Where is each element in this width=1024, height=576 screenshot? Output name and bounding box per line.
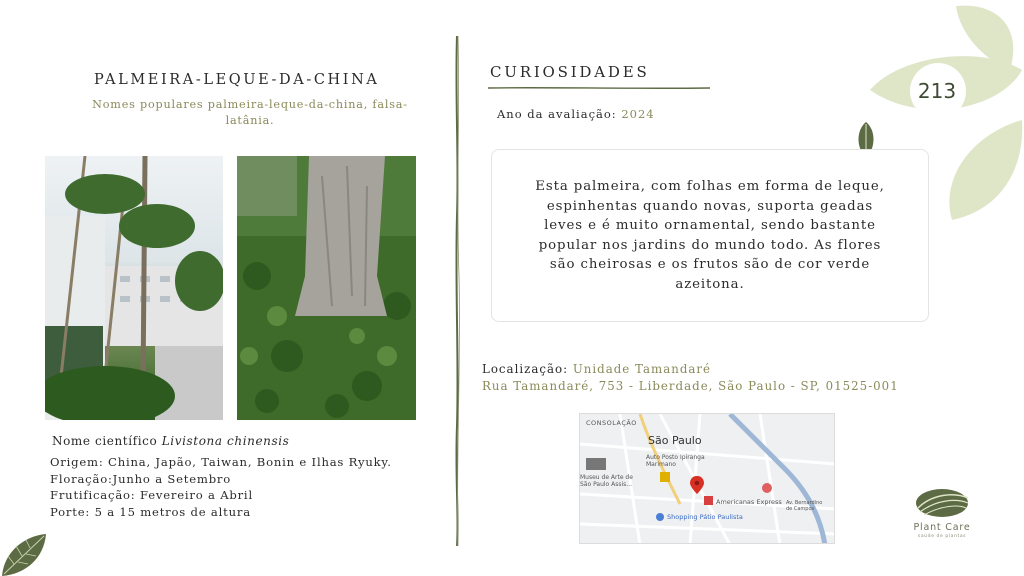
map-district: CONSOLAÇÃO [586, 419, 637, 427]
map-poi-shopping: Shopping Pátio Paulista [667, 513, 743, 521]
plant-facts [50, 454, 392, 520]
location-unit: Unidade Tamandaré [572, 362, 712, 376]
scientific-name: Livistona chinensis [161, 434, 290, 448]
plant-title: PALMEIRA-LEQUE-DA-CHINA [94, 72, 380, 88]
map-poi-posto: Auto Posto Ipiranga Marimano [646, 454, 705, 468]
logo-name: Plant Care [913, 522, 971, 533]
location-info [482, 361, 899, 394]
plant-care-logo-icon [902, 486, 982, 520]
year-label: Ano da avaliação: [497, 107, 617, 121]
scientific-name-line [52, 434, 289, 448]
plant-care-logo [902, 486, 982, 542]
year-value: 2024 [621, 107, 655, 121]
scientific-label: Nome científico [52, 434, 158, 448]
location-label: Localização: [482, 362, 569, 376]
location-map[interactable] [579, 413, 835, 544]
fact-frutificacao: Frutificação: Fevereiro a Abril [50, 488, 253, 502]
evaluation-year [497, 107, 655, 121]
fact-floracao: Floração:Junho a Setembro [50, 471, 232, 486]
curiosity-text: Esta palmeira, com folhas em forma de leque, espinhentas quando novas, suporta geadas leves e é muito ornamental, sendo bastante popular nos jardins do mundo todo. As flores são cheirosas e os frutos são de cor verde azeitona. [535, 179, 885, 292]
leaf-corner-icon [0, 532, 48, 576]
map-poi-museu: Museu de Arte de São Paulo Assis... [580, 474, 633, 488]
curiosidades-title: CURIOSIDADES [490, 63, 650, 81]
title-underline [488, 86, 710, 90]
vertical-divider [450, 36, 464, 546]
location-address[interactable]: Rua Tamandaré, 753 - Liberdade, São Paulo - SP, 01525-001 [482, 378, 899, 393]
map-street: Av. Bernardino de Campos [786, 500, 823, 512]
fact-origem: Origem: China, Japão, Taiwan, Bonin e Ilhas Ryuky. [50, 455, 392, 469]
plant-number-badge: 213 [917, 79, 957, 103]
fact-porte: Porte: 5 a 15 metros de altura [50, 504, 251, 519]
palm-tree-photo [45, 156, 223, 420]
map-city: São Paulo [648, 434, 702, 447]
logo-tagline: saúde de plantas [917, 534, 967, 539]
popular-names: Nomes populares palmeira-leque-da-china, falsa-latânia. [92, 98, 408, 127]
palm-trunk-photo [237, 156, 416, 420]
map-poi-americanas: Americanas Express [716, 498, 782, 506]
